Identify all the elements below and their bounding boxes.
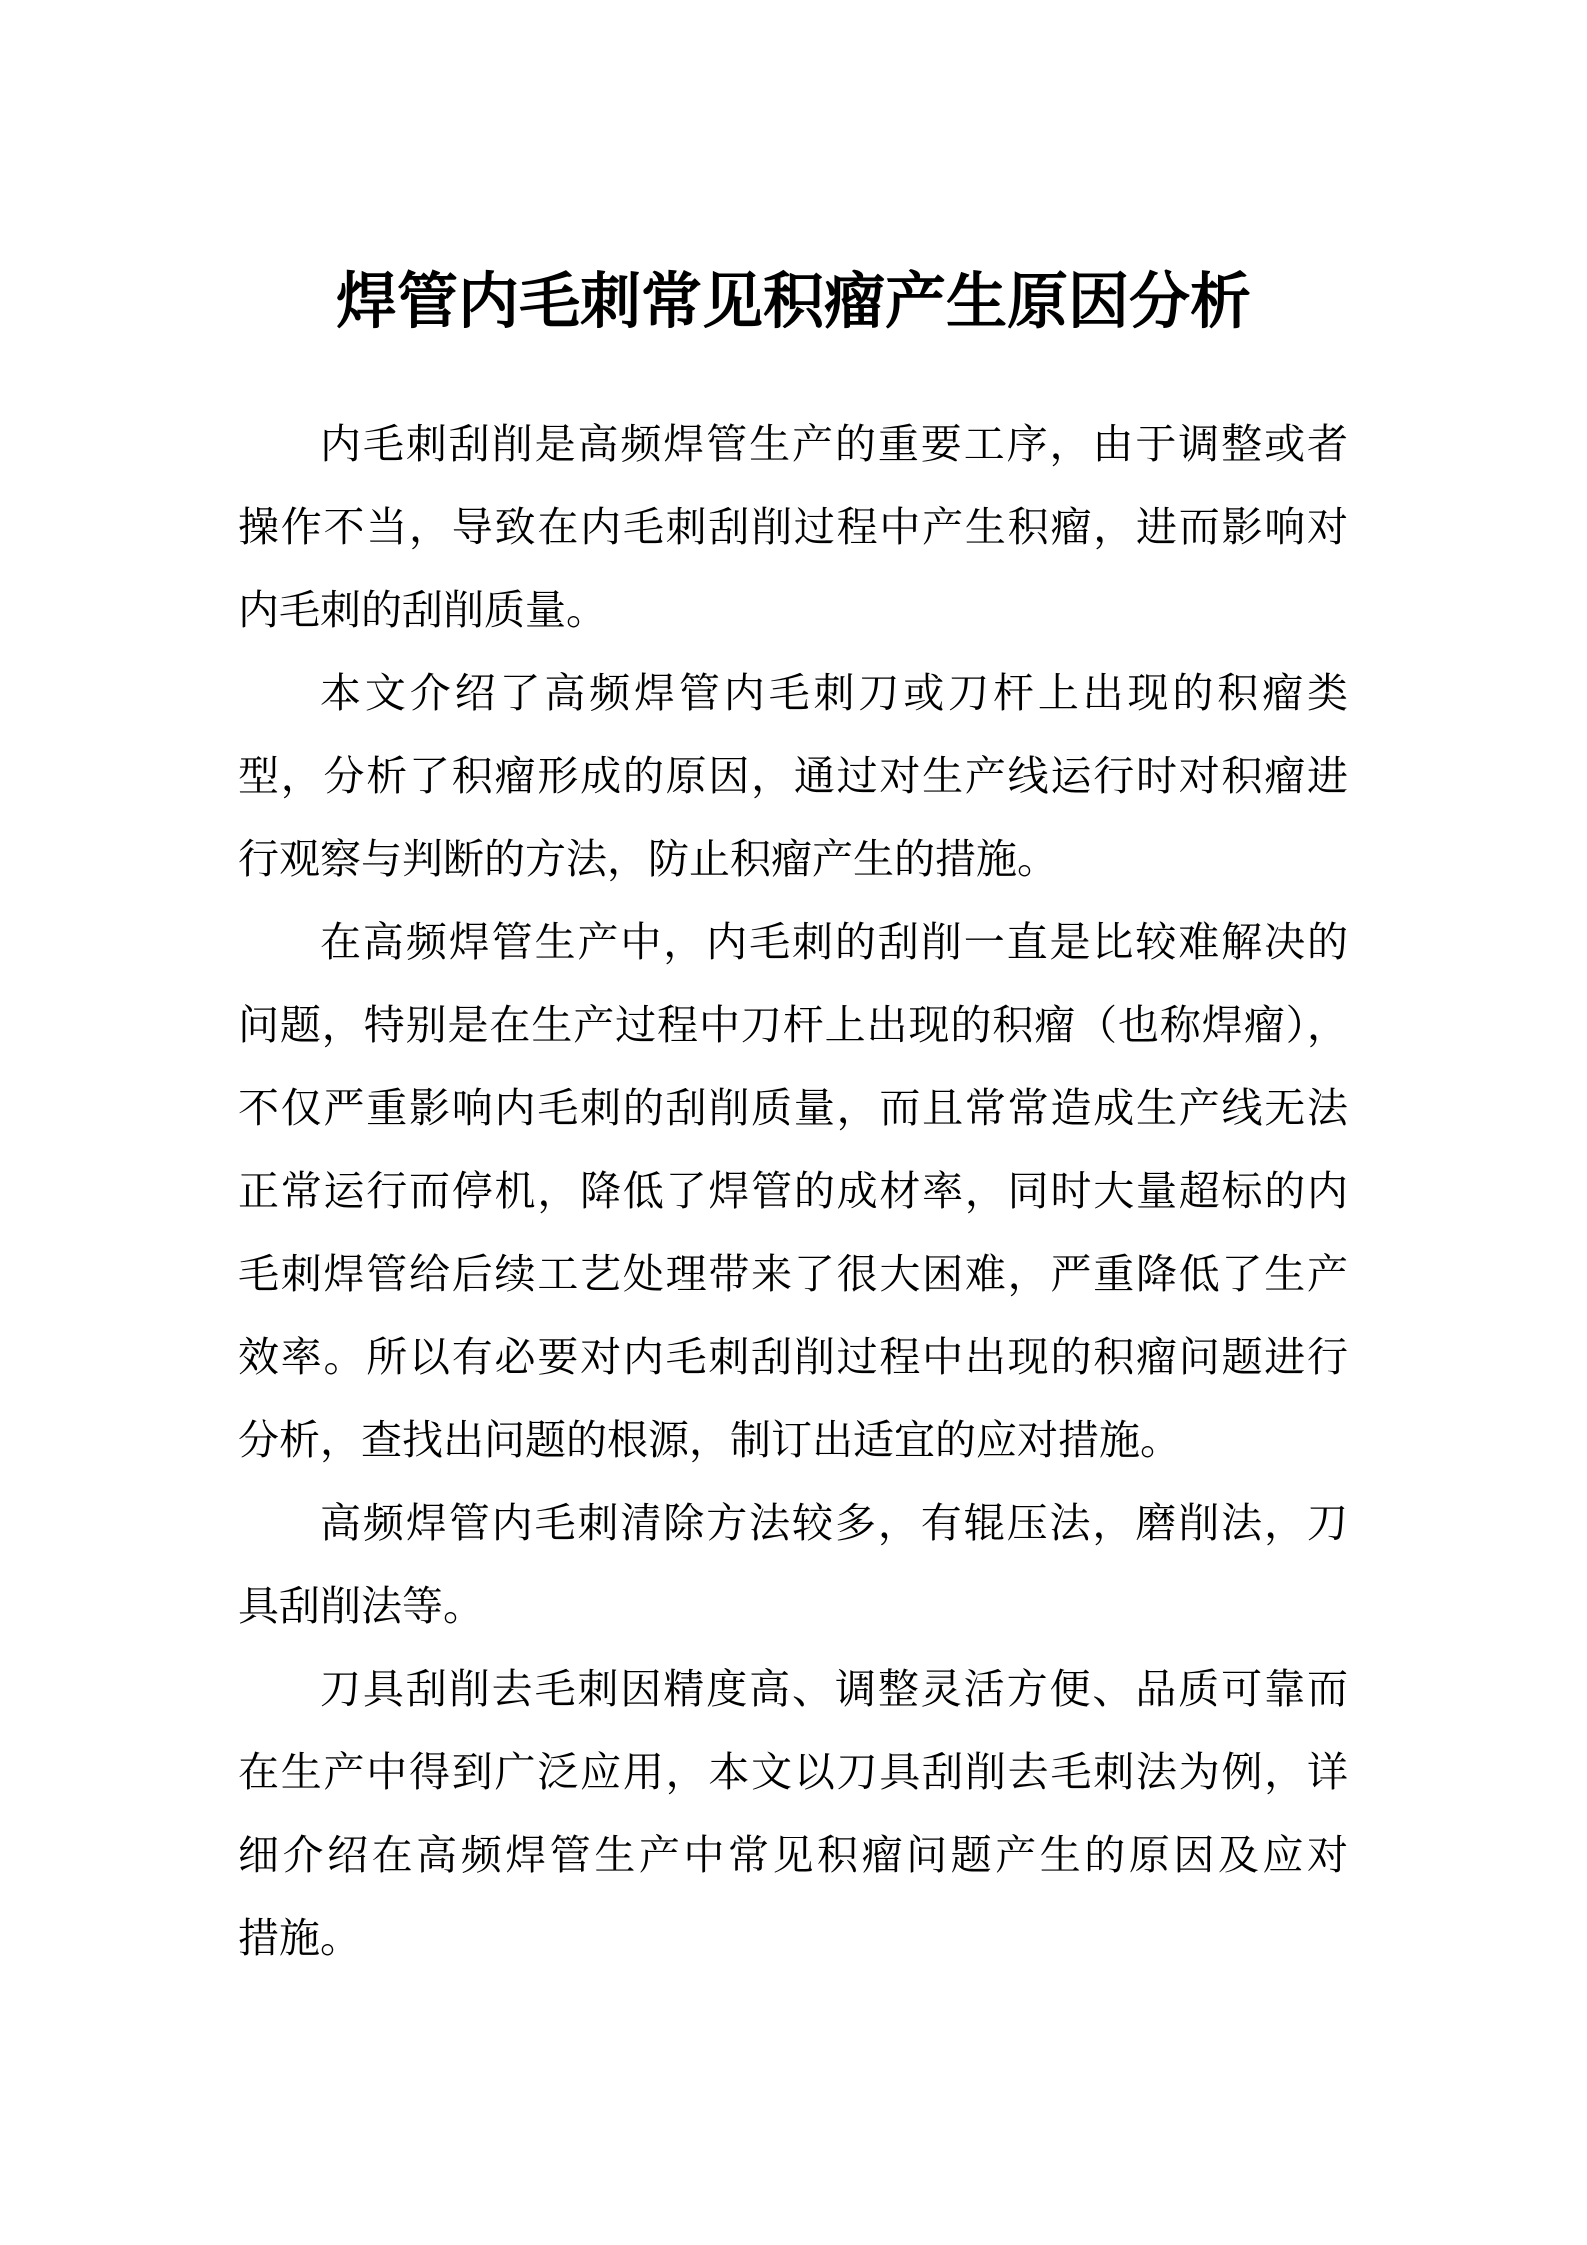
text-line: 行观察与判断的方法，防止积瘤产生的措施。 (238, 836, 1058, 882)
text-line: 本文介绍了高频焊管内毛刺刀或刀杆上出现的积瘤类 (320, 670, 1348, 716)
document-title: 焊管内毛刺常见积瘤产生原因分析 (335, 269, 1251, 336)
text-line: 正常运行而停机，降低了焊管的成材率，同时大量超标的内 (238, 1168, 1348, 1214)
text-line: 问题，特别是在生产过程中刀杆上出现的积瘤（也称焊瘤）， (238, 1002, 1348, 1048)
text-line: 措施。 (238, 1915, 361, 1961)
text-line: 高频焊管内毛刺清除方法较多，有辊压法，磨削法，刀 (320, 1500, 1348, 1546)
text-line: 在高频焊管生产中，内毛刺的刮削一直是比较难解决的 (320, 919, 1348, 965)
text-line: 毛刺焊管给后续工艺处理带来了很大困难，严重降低了生产 (238, 1251, 1348, 1297)
text-line: 操作不当，导致在内毛刺刮削过程中产生积瘤，进而影响对 (238, 504, 1348, 550)
text-line: 具刮削法等。 (238, 1583, 484, 1629)
text-line: 内毛刺的刮削质量。 (238, 587, 607, 633)
text-line: 效率。所以有必要对内毛刺刮削过程中出现的积瘤问题进行 (238, 1334, 1348, 1380)
text-line: 内毛刺刮削是高频焊管生产的重要工序，由于调整或者 (320, 421, 1348, 467)
text-line: 不仅严重影响内毛刺的刮削质量，而且常常造成生产线无法 (238, 1085, 1348, 1131)
text-line: 分析，查找出问题的根源，制订出适宜的应对措施。 (238, 1417, 1181, 1463)
text-line: 型，分析了积瘤形成的原因，通过对生产线运行时对积瘤进 (238, 753, 1348, 799)
text-line: 在生产中得到广泛应用，本文以刀具刮削去毛刺法为例，详 (238, 1749, 1348, 1795)
text-line: 刀具刮削去毛刺因精度高、调整灵活方便、品质可靠而 (320, 1666, 1348, 1712)
text-line: 细介绍在高频焊管生产中常见积瘤问题产生的原因及应对 (238, 1832, 1348, 1878)
document-body (238, 403, 1348, 1980)
